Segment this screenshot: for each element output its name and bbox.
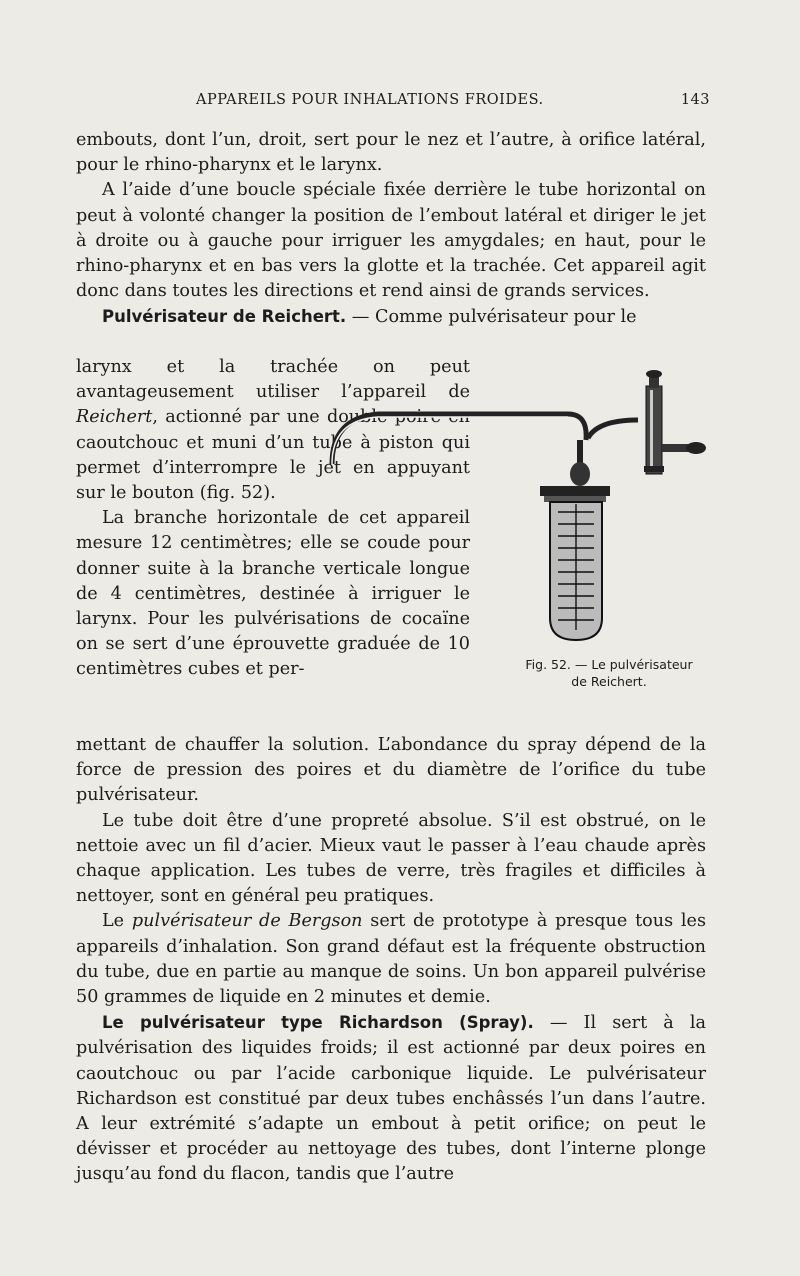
reichert-wrap-a: larynx et la trachée on peut avantageusement utiliser l’appareil de — [76, 357, 470, 403]
text-block-top — [76, 128, 706, 331]
reichert-italic: Reichert — [76, 407, 153, 428]
paragraph-tube: Le tube doit être d’une propreté absolue. S’il est obstrué, on le nettoie avec un fil d’acier. Mieux vaut le passer à l’eau chaude après chaque application. Les tubes de verre, très fragiles et difficiles à nettoyer, sont en général peu pratiques. — [76, 810, 706, 907]
bergson-intro: Le — [102, 911, 132, 932]
reichert-line1-rest: — Comme pulvérisateur pour le — [346, 307, 637, 328]
page-number: 143 — [680, 92, 710, 108]
paragraph-boucle: A l’aide d’une boucle spéciale fixée derrière le tube horizontal on peut à volonté changer la position de l’embout latéral et diriger le jet à droite ou à gauche pour irriguer les amygdales; en haut, pour le rhino-pharynx et en bas vers la glotte et la trachée. Cet appareil agit donc dans toutes les directions et rend ainsi de grands services. — [76, 180, 706, 302]
bergson-italic: pulvérisateur de Bergson — [131, 911, 363, 932]
reichert-sprayer-illustration — [318, 368, 718, 658]
figure-caption — [494, 656, 724, 690]
reichert-heading: Pulvérisateur de Reichert. — [102, 307, 347, 327]
richardson-rest: — Il sert à la pulvérisation des liquides froids; il est actionné par deux poires en caoutchouc ou par l’acide carbonique liquide. Le pulvérisateur Richardson est constitué par deux tubes enchâssés l’un dans l’autre. A leur extrémité s’adapte un embout à petit orifice; on peut le dévisser et procéder au nettoyage des tubes, dont l’interne plonge jusqu’au fond du flacon, tandis que l’autre — [76, 1013, 706, 1185]
paragraph-reichert-heading — [76, 304, 706, 330]
paragraph-embouts: embouts, dont l’un, droit, sert pour le nez et l’autre, à orifice latéral, pour le rhino-pharynx et le larynx. — [76, 130, 706, 176]
caption-line1: Fig. 52. — Le pulvérisateur — [525, 657, 693, 672]
bergson-rest: sert de prototype à presque tous les appareils d’inhalation. Son grand défaut est la fréquente obstruction du tube, due en partie au manque de soins. Un bon appareil pulvérise 50 grammes de liquide en 2 minutes et demie. — [76, 911, 706, 1008]
caption-line2: de Reichert. — [571, 674, 647, 689]
reichert-wrap-b: , actionné par une double poire en caoutchouc et muni d’un tube à piston qui permet d’interrompre le jet en appuyant sur le bouton (fig. 52). — [76, 407, 470, 504]
header-title: APPAREILS POUR INHALATIONS FROIDES. — [196, 92, 544, 108]
running-header — [196, 92, 710, 108]
richardson-heading: Le pulvérisateur type Richardson (Spray). — [102, 1013, 534, 1033]
text-block-bottom — [76, 733, 706, 1188]
paragraph-richardson — [76, 1010, 706, 1187]
paragraph-bergson — [76, 909, 706, 1010]
paragraph-branche: La branche horizontale de cet appareil mesure 12 centimètres; elle se coude pour donner suite à la branche verticale longue de 4 centimètres, destinée à irriguer le larynx. Pour les pulvérisations de cocaïne on se sert d’une éprouvette graduée de 10 centimètres cubes et per- — [76, 508, 470, 680]
paragraph-branche-cont: mettant de chauffer la solution. L’abondance du spray dépend de la force de pression des poires et du diamètre de l’orifice du tube pulvérisateur. — [76, 735, 706, 806]
